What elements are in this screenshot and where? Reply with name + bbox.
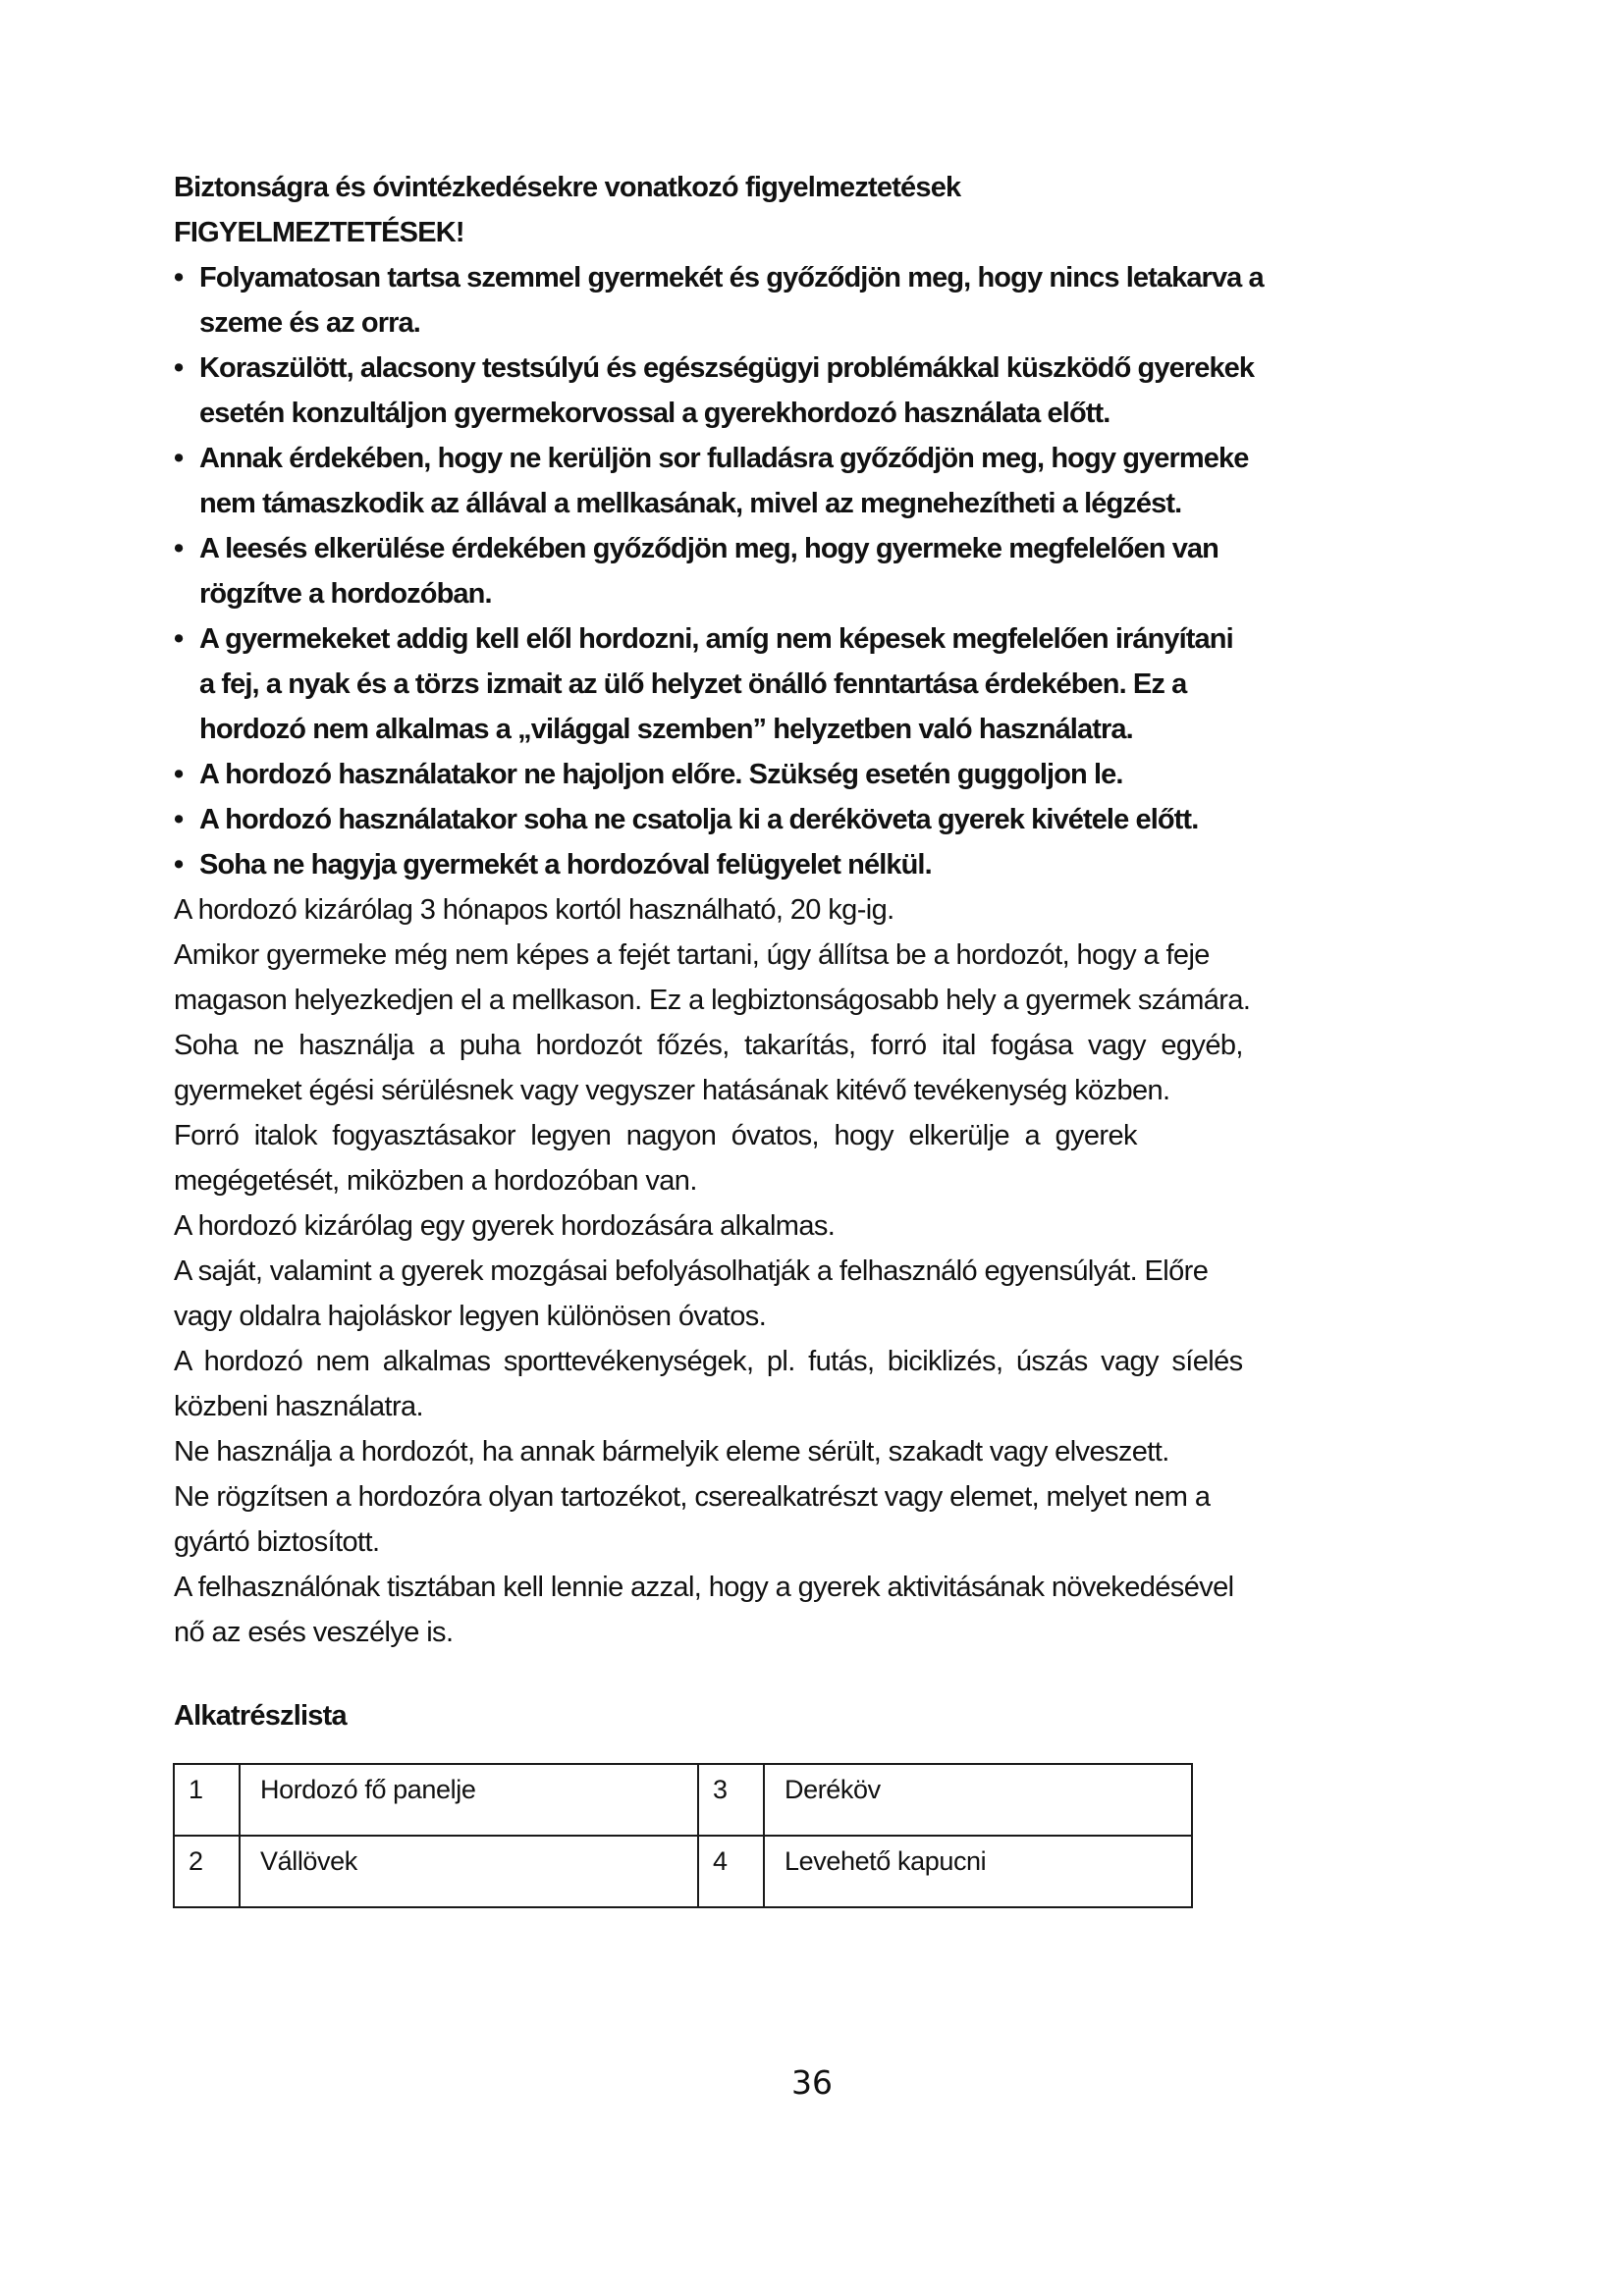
- paragraph-line: A hordozó kizárólag 3 hónapos kortól használható, 20 kg-ig.: [174, 894, 894, 926]
- part-number: 1: [174, 1764, 240, 1836]
- paragraph-line: A hordozó nem alkalmas sporttevékenységek, pl. futás, biciklizés, úszás vagy síelés: [174, 1346, 1243, 1377]
- table-row: [174, 1836, 1192, 1907]
- paragraph-line: Soha ne használja a puha hordozót főzés, takarítás, forró ital fogása vagy egyéb,: [174, 1030, 1243, 1061]
- section-title: Biztonságra és óvintézkedésekre vonatkozó figyelmeztetések: [174, 172, 961, 203]
- paragraph: [174, 887, 1468, 933]
- warning-item: [174, 436, 1468, 526]
- bullet-icon: •: [174, 804, 184, 835]
- warning-text-line: A hordozó használatakor soha ne csatolja ki a deréköveta gyerek kivétele előtt.: [199, 804, 1199, 835]
- paragraph-line: Ne rögzítsen a hordozóra olyan tartozékot, cserealkatrészt vagy elemet, melyet nem a: [174, 1481, 1211, 1513]
- paragraph: [174, 1339, 1468, 1429]
- bullet-icon: •: [174, 759, 184, 790]
- warning-item: [174, 526, 1468, 616]
- part-number: 4: [698, 1836, 764, 1907]
- warning-item: [174, 346, 1468, 436]
- paragraph-line: A hordozó kizárólag egy gyerek hordozására alkalmas.: [174, 1210, 836, 1242]
- warning-item: [174, 797, 1468, 842]
- table-row: [174, 1764, 1192, 1836]
- warning-item: [174, 255, 1468, 346]
- paragraph: [174, 1203, 1468, 1249]
- paragraph-line: gyártó biztosított.: [174, 1526, 380, 1558]
- paragraph-line: megégetését, miközben a hordozóban van.: [174, 1165, 697, 1197]
- parts-list-table: [173, 1763, 1193, 1908]
- warning-text-line: Annak érdekében, hogy ne kerüljön sor fulladásra győződjön meg, hogy gyermeke: [199, 443, 1249, 474]
- paragraph-line: Amikor gyermeke még nem képes a fejét tartani, úgy állítsa be a hordozót, hogy a feje: [174, 939, 1210, 971]
- part-name: Deréköv: [764, 1764, 1192, 1836]
- paragraph-line: közbeni használatra.: [174, 1391, 423, 1422]
- bullet-icon: •: [174, 443, 184, 474]
- part-name: Hordozó fő panelje: [240, 1764, 698, 1836]
- paragraph-line: nő az esés veszélye is.: [174, 1617, 454, 1648]
- warning-item: [174, 752, 1468, 797]
- warning-text-line: A gyermekeket addig kell elől hordozni, amíg nem képesek megfelelően irányítani: [199, 623, 1233, 655]
- warning-text-line: rögzítve a hordozóban.: [199, 578, 492, 610]
- instruction-paragraphs: [174, 887, 1468, 1655]
- warning-text-line: hordozó nem alkalmas a „világgal szemben” helyzetben való használatra.: [199, 714, 1133, 745]
- paragraph: [174, 1474, 1468, 1565]
- bullet-icon: •: [174, 849, 184, 881]
- warning-text-line: Soha ne hagyja gyermekét a hordozóval felügyelet nélkül.: [199, 849, 932, 881]
- paragraph: [174, 1429, 1468, 1474]
- paragraph-line: A felhasználónak tisztában kell lennie azzal, hogy a gyerek aktivitásának növekedésével: [174, 1572, 1234, 1603]
- bullet-icon: •: [174, 352, 184, 384]
- paragraph: [174, 1023, 1468, 1113]
- warning-text-line: a fej, a nyak és a törzs izmait az ülő helyzet önálló fenntartása érdekében. Ez a: [199, 668, 1187, 700]
- warning-text-line: A leesés elkerülése érdekében győződjön meg, hogy gyermeke megfelelően van: [199, 533, 1218, 564]
- paragraph-line: vagy oldalra hajoláskor legyen különösen óvatos.: [174, 1301, 767, 1332]
- paragraph: [174, 1249, 1468, 1339]
- warning-text-line: nem támaszkodik az állával a mellkasának, mivel az megnehezítheti a légzést.: [199, 488, 1182, 519]
- warning-item: [174, 616, 1468, 752]
- parts-list-title: Alkatrészlista: [174, 1700, 347, 1732]
- warning-label: FIGYELMEZTETÉSEK!: [174, 217, 464, 248]
- page-number: 36: [791, 2063, 833, 2102]
- paragraph: [174, 1565, 1468, 1655]
- warning-text-line: esetén konzultáljon gyermekorvossal a gyerekhordozó használata előtt.: [199, 398, 1110, 429]
- warning-text-line: Folyamatosan tartsa szemmel gyermekét és győződjön meg, hogy nincs letakarva a: [199, 262, 1264, 294]
- paragraph-line: gyermeket égési sérülésnek vagy vegyszer hatásának kitévő tevékenység közben.: [174, 1075, 1170, 1106]
- bullet-icon: •: [174, 623, 184, 655]
- paragraph: [174, 933, 1468, 1023]
- part-name: Vállövek: [240, 1836, 698, 1907]
- warning-text-line: Koraszülött, alacsony testsúlyú és egészségügyi problémákkal küszködő gyerekek: [199, 352, 1255, 384]
- paragraph-line: magason helyezkedjen el a mellkason. Ez a legbiztonságosabb hely a gyermek számára.: [174, 985, 1251, 1016]
- paragraph-line: Ne használja a hordozót, ha annak bármelyik eleme sérült, szakadt vagy elveszett.: [174, 1436, 1169, 1468]
- part-number: 2: [174, 1836, 240, 1907]
- bullet-icon: •: [174, 533, 184, 564]
- part-number: 3: [698, 1764, 764, 1836]
- warning-text-line: szeme és az orra.: [199, 307, 420, 339]
- warning-list: [174, 255, 1468, 887]
- paragraph: [174, 1113, 1468, 1203]
- paragraph-line: A saját, valamint a gyerek mozgásai befolyásolhatják a felhasználó egyensúlyát. Előre: [174, 1255, 1209, 1287]
- document-body: [174, 165, 1468, 1655]
- part-name: Levehető kapucni: [764, 1836, 1192, 1907]
- warning-item: [174, 842, 1468, 887]
- warning-text-line: A hordozó használatakor ne hajoljon előre. Szükség esetén guggoljon le.: [199, 759, 1123, 790]
- bullet-icon: •: [174, 262, 184, 294]
- paragraph-line: Forró italok fogyasztásakor legyen nagyon óvatos, hogy elkerülje a gyerek: [174, 1120, 1137, 1151]
